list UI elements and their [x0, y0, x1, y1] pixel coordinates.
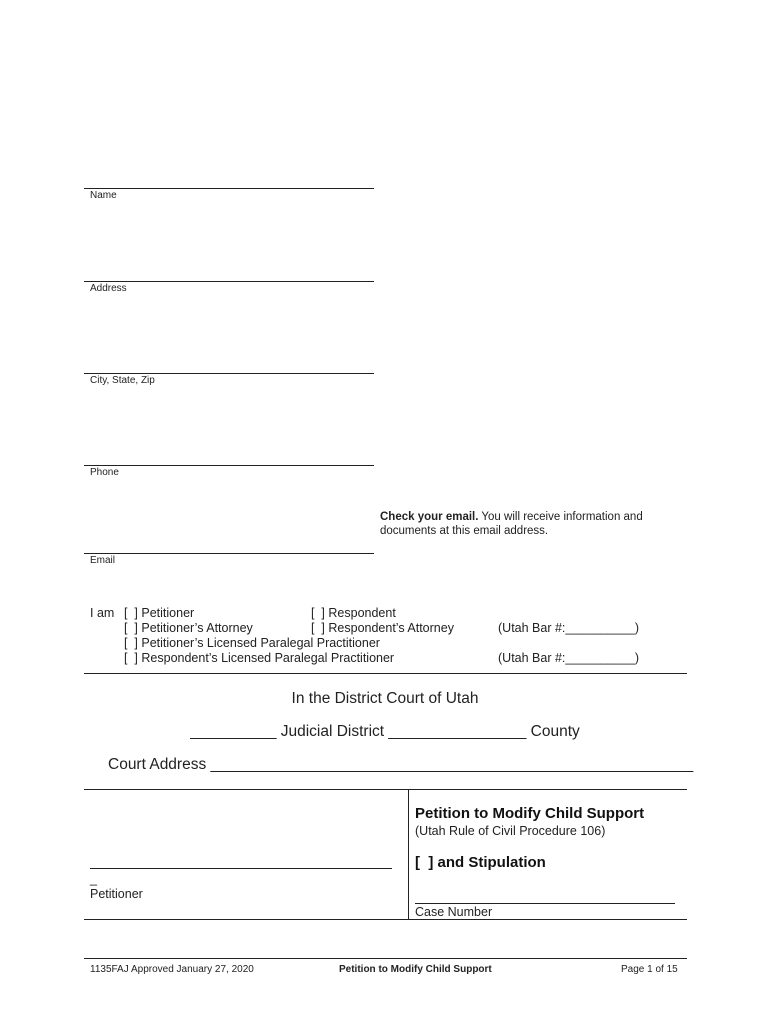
footer-rule	[84, 958, 687, 959]
email-note-line2: documents at this email address.	[380, 525, 549, 537]
document-title: Petition to Modify Child Support	[415, 805, 645, 822]
respondent-option-label: Respondent	[328, 606, 396, 620]
judicial-district-line[interactable]: __________ Judicial District ________________ County	[190, 723, 580, 740]
name-label: Name	[90, 190, 117, 201]
respondent-lpp-option[interactable]	[124, 651, 394, 665]
petitioner-attorney-option[interactable]	[124, 621, 253, 635]
city-state-zip-label: City, State, Zip	[90, 375, 155, 386]
court-title: In the District Court of Utah	[291, 690, 479, 707]
footer-page-number: Page 1 of 15	[621, 964, 678, 975]
respondent-checkbox[interactable]: [ ]	[311, 606, 325, 620]
caption-bottom-rule	[84, 919, 687, 920]
respondent-lpp-label: Respondent’s Licensed Paralegal Practitioner	[141, 651, 395, 665]
petitioner-underscore: _	[90, 872, 97, 886]
caption-top-rule	[84, 789, 687, 790]
respondent-attorney-label: Respondent’s Attorney	[328, 621, 454, 635]
utah-bar-field-1[interactable]: (Utah Bar #:__________)	[498, 621, 640, 635]
petitioner-lpp-label: Petitioner’s Licensed Paralegal Practitioner	[141, 636, 380, 650]
name-line[interactable]	[84, 188, 374, 189]
petitioner-checkbox[interactable]: [ ]	[124, 606, 138, 620]
email-label: Email	[90, 555, 116, 566]
address-label: Address	[90, 283, 127, 294]
case-number-label: Case Number	[415, 905, 493, 919]
footer-form-id: 1135FAJ Approved January 27, 2020	[90, 964, 254, 975]
court-address-line[interactable]: Court Address ________________________________________________________	[108, 756, 694, 773]
role-divider	[84, 673, 687, 674]
respondent-option[interactable]	[311, 606, 396, 620]
petitioner-attorney-label: Petitioner’s Attorney	[141, 621, 253, 635]
address-line[interactable]	[84, 281, 374, 282]
phone-label: Phone	[90, 467, 119, 478]
email-note-text: You will receive information and	[478, 511, 643, 523]
footer-title: Petition to Modify Child Support	[339, 964, 492, 975]
respondent-attorney-checkbox[interactable]: [ ]	[311, 621, 325, 635]
petitioner-attorney-checkbox[interactable]: [ ]	[124, 621, 138, 635]
stipulation-option[interactable]: [ ] and Stipulation	[415, 854, 546, 871]
rule-reference: (Utah Rule of Civil Procedure 106)	[415, 824, 606, 838]
email-note	[380, 510, 643, 538]
respondent-attorney-option[interactable]	[311, 621, 454, 635]
respondent-lpp-checkbox[interactable]: [ ]	[124, 651, 138, 665]
email-line[interactable]	[84, 553, 374, 554]
petitioner-name-line[interactable]	[90, 868, 392, 869]
utah-bar-field-2[interactable]: (Utah Bar #:__________)	[498, 651, 640, 665]
email-note-bold: Check your email.	[380, 511, 479, 523]
petitioner-caption-label: Petitioner	[90, 887, 143, 901]
petitioner-lpp-checkbox[interactable]: [ ]	[124, 636, 138, 650]
city-state-zip-line[interactable]	[84, 373, 374, 374]
case-number-line[interactable]	[415, 903, 675, 904]
caption-vertical-divider	[408, 789, 409, 920]
i-am-label: I am	[90, 606, 115, 620]
phone-line[interactable]	[84, 465, 374, 466]
petitioner-option[interactable]	[124, 606, 194, 620]
petitioner-option-label: Petitioner	[141, 606, 195, 620]
petitioner-lpp-option[interactable]	[124, 636, 380, 650]
